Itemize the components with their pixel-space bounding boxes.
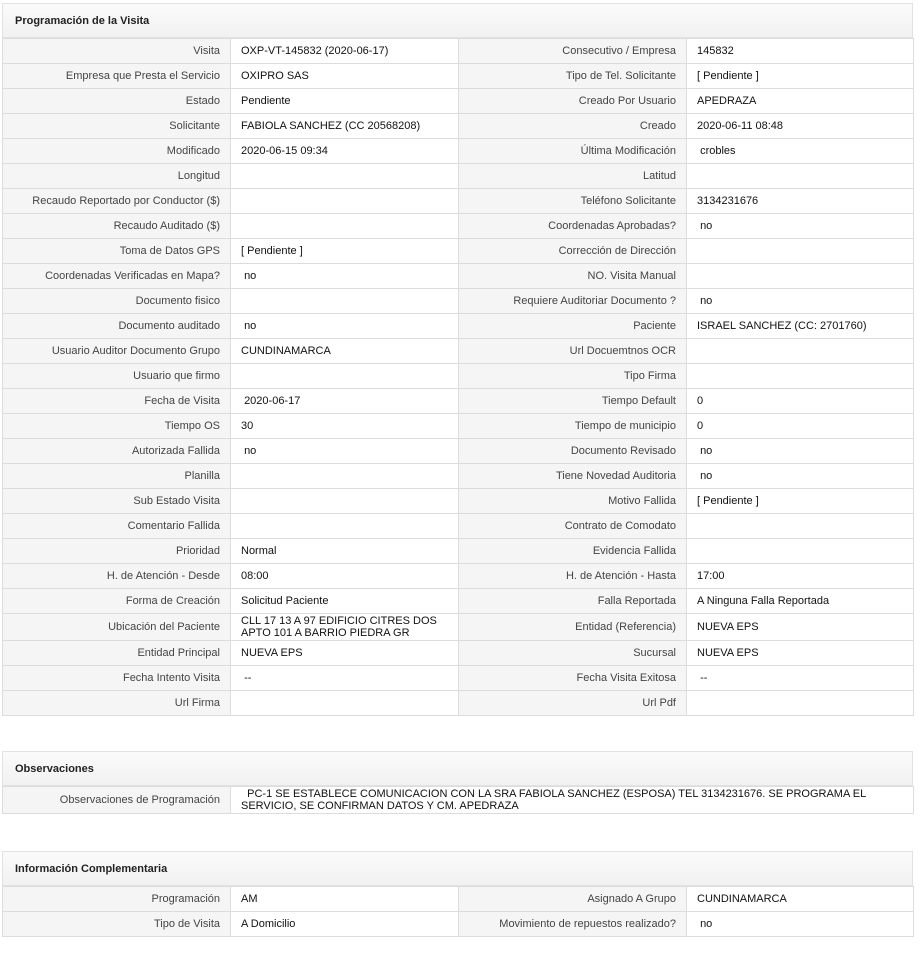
table-row [3, 189, 914, 214]
field-value [231, 364, 459, 389]
table-row [3, 514, 914, 539]
field-value: 2020-06-15 09:34 [231, 139, 459, 164]
field-label: H. de Atención - Desde [3, 564, 231, 589]
field-value [687, 364, 914, 389]
field-label: Fecha Intento Visita [3, 666, 231, 691]
field-label: Contrato de Comodato [459, 514, 687, 539]
field-label: Movimiento de repuestos realizado? [459, 912, 687, 937]
field-value: OXP-VT-145832 (2020-06-17) [231, 39, 459, 64]
field-label: Coordenadas Aprobadas? [459, 214, 687, 239]
complementaria-header: Información Complementaria [2, 851, 913, 886]
field-value: 3134231676 [687, 189, 914, 214]
table-row [3, 114, 914, 139]
table-row [3, 564, 914, 589]
field-label: Corrección de Dirección [459, 239, 687, 264]
field-label: Documento auditado [3, 314, 231, 339]
table-row [3, 89, 914, 114]
field-label: Consecutivo / Empresa [459, 39, 687, 64]
table-row [3, 364, 914, 389]
observaciones-section [2, 751, 913, 814]
field-value: FABIOLA SANCHEZ (CC 20568208) [231, 114, 459, 139]
field-value: no [687, 439, 914, 464]
field-label: Requiere Auditoriar Documento ? [459, 289, 687, 314]
field-value [687, 239, 914, 264]
field-value: 08:00 [231, 564, 459, 589]
field-value: no [687, 214, 914, 239]
table-row [3, 666, 914, 691]
field-label: Última Modificación [459, 139, 687, 164]
field-label: Comentario Fallida [3, 514, 231, 539]
field-label: Forma de Creación [3, 589, 231, 614]
observaciones-table [2, 786, 914, 814]
field-label: Coordenadas Verificadas en Mapa? [3, 264, 231, 289]
field-label: H. de Atención - Hasta [459, 564, 687, 589]
field-label: Url Docuemtnos OCR [459, 339, 687, 364]
field-label: Documento fisico [3, 289, 231, 314]
field-value: no [687, 289, 914, 314]
complementaria-section [2, 851, 913, 937]
table-row [3, 641, 914, 666]
field-value: APEDRAZA [687, 89, 914, 114]
field-label: Url Pdf [459, 691, 687, 716]
field-value: NUEVA EPS [687, 641, 914, 666]
field-value: OXIPRO SAS [231, 64, 459, 89]
table-row [3, 164, 914, 189]
observaciones-header: Observaciones [2, 751, 913, 786]
table-row [3, 239, 914, 264]
field-value: 2020-06-11 08:48 [687, 114, 914, 139]
field-value: crobles [687, 139, 914, 164]
field-value: 145832 [687, 39, 914, 64]
field-label: Creado Por Usuario [459, 89, 687, 114]
field-value [687, 539, 914, 564]
table-row [3, 64, 914, 89]
table-row [3, 912, 914, 937]
field-label: Fecha Visita Exitosa [459, 666, 687, 691]
field-value: 0 [687, 389, 914, 414]
table-row [3, 539, 914, 564]
table-row [3, 289, 914, 314]
field-label: Fecha de Visita [3, 389, 231, 414]
field-label: Visita [3, 39, 231, 64]
field-value: no [687, 912, 914, 937]
field-value: CUNDINAMARCA [231, 339, 459, 364]
field-value: AM [231, 887, 459, 912]
table-row [3, 691, 914, 716]
table-row [3, 389, 914, 414]
table-row [3, 787, 914, 814]
field-label: Usuario que firmo [3, 364, 231, 389]
field-value: Solicitud Paciente [231, 589, 459, 614]
field-value [687, 264, 914, 289]
field-label: Planilla [3, 464, 231, 489]
field-value: no [687, 464, 914, 489]
field-value: [ Pendiente ] [231, 239, 459, 264]
field-label: Latitud [459, 164, 687, 189]
field-label: Tipo de Tel. Solicitante [459, 64, 687, 89]
field-label: Sucursal [459, 641, 687, 666]
field-value [231, 489, 459, 514]
field-value: Pendiente [231, 89, 459, 114]
field-label: Tiempo Default [459, 389, 687, 414]
field-value: no [231, 264, 459, 289]
field-value [687, 339, 914, 364]
field-value: no [231, 439, 459, 464]
field-value: CUNDINAMARCA [687, 887, 914, 912]
field-value: 30 [231, 414, 459, 439]
field-value [231, 514, 459, 539]
field-value: 0 [687, 414, 914, 439]
field-label: Programación [3, 887, 231, 912]
field-value: Normal [231, 539, 459, 564]
field-value: -- [687, 666, 914, 691]
field-label: Ubicación del Paciente [3, 614, 231, 641]
field-label: Teléfono Solicitante [459, 189, 687, 214]
field-label: Creado [459, 114, 687, 139]
table-row [3, 439, 914, 464]
field-label: Recaudo Auditado ($) [3, 214, 231, 239]
field-label: Paciente [459, 314, 687, 339]
field-value [687, 691, 914, 716]
field-value: A Ninguna Falla Reportada [687, 589, 914, 614]
field-label: Entidad (Referencia) [459, 614, 687, 641]
field-value: CLL 17 13 A 97 EDIFICIO CITRES DOS APTO 101 A BARRIO PIEDRA GR [231, 614, 459, 641]
field-value [231, 289, 459, 314]
observaciones-label: Observaciones de Programación [3, 787, 231, 814]
field-value: [ Pendiente ] [687, 64, 914, 89]
field-value [231, 214, 459, 239]
table-row [3, 589, 914, 614]
field-label: Documento Revisado [459, 439, 687, 464]
field-label: Tiempo OS [3, 414, 231, 439]
field-value [231, 164, 459, 189]
table-row [3, 314, 914, 339]
field-label: Motivo Fallida [459, 489, 687, 514]
field-label: Prioridad [3, 539, 231, 564]
field-value [687, 164, 914, 189]
programacion-header: Programación de la Visita [2, 3, 913, 38]
table-row [3, 339, 914, 364]
field-label: Sub Estado Visita [3, 489, 231, 514]
field-label: Autorizada Fallida [3, 439, 231, 464]
field-label: Recaudo Reportado por Conductor ($) [3, 189, 231, 214]
table-row [3, 264, 914, 289]
field-value: 2020-06-17 [231, 389, 459, 414]
field-value [687, 514, 914, 539]
field-label: Falla Reportada [459, 589, 687, 614]
field-value [231, 691, 459, 716]
field-label: Tipo Firma [459, 364, 687, 389]
field-label: Url Firma [3, 691, 231, 716]
table-row [3, 614, 914, 641]
field-value [231, 189, 459, 214]
field-value: 17:00 [687, 564, 914, 589]
field-label: Tiene Novedad Auditoria [459, 464, 687, 489]
table-row [3, 887, 914, 912]
field-label: Toma de Datos GPS [3, 239, 231, 264]
field-label: NO. Visita Manual [459, 264, 687, 289]
field-label: Tipo de Visita [3, 912, 231, 937]
table-row [3, 139, 914, 164]
field-label: Usuario Auditor Documento Grupo [3, 339, 231, 364]
field-label: Entidad Principal [3, 641, 231, 666]
field-label: Evidencia Fallida [459, 539, 687, 564]
field-label: Empresa que Presta el Servicio [3, 64, 231, 89]
field-label: Estado [3, 89, 231, 114]
complementaria-table [2, 886, 914, 937]
field-label: Modificado [3, 139, 231, 164]
field-label: Longitud [3, 164, 231, 189]
table-row [3, 39, 914, 64]
field-label: Solicitante [3, 114, 231, 139]
field-value [231, 464, 459, 489]
field-value: NUEVA EPS [687, 614, 914, 641]
table-row [3, 214, 914, 239]
field-label: Asignado A Grupo [459, 887, 687, 912]
table-row [3, 464, 914, 489]
programacion-table [2, 38, 914, 716]
field-value: no [231, 314, 459, 339]
observaciones-value: PC-1 SE ESTABLECE COMUNICACION CON LA SRA FABIOLA SANCHEZ (ESPOSA) TEL 3134231676. SE PROGRAMA EL SERVICIO, SE CONFIRMAN DATOS Y CM. APEDRAZA [231, 787, 914, 814]
field-value: NUEVA EPS [231, 641, 459, 666]
field-value: A Domicilio [231, 912, 459, 937]
table-row [3, 489, 914, 514]
field-value: [ Pendiente ] [687, 489, 914, 514]
field-value: ISRAEL SANCHEZ (CC: 2701760) [687, 314, 914, 339]
table-row [3, 414, 914, 439]
field-value: -- [231, 666, 459, 691]
field-label: Tiempo de municipio [459, 414, 687, 439]
programacion-section [2, 3, 913, 716]
